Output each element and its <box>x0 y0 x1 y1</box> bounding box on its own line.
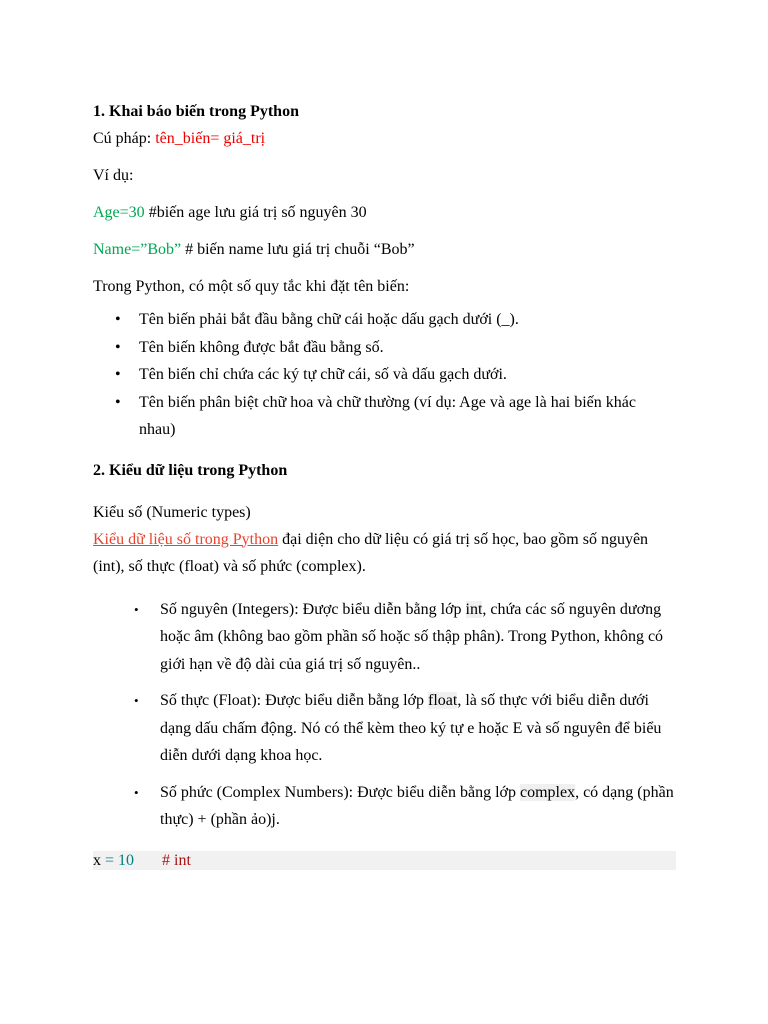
numeric-intro: Kiểu dữ liệu số trong Python đại diện cho dữ liệu có giá trị số học, bao gồm số nguyên (int), số thực (float) và số phức (complex). <box>93 530 649 575</box>
bullet-icon: • <box>134 693 139 708</box>
section-2-heading: 2. Kiểu dữ liệu trong Python <box>93 461 288 479</box>
example-1 <box>93 199 676 226</box>
list-item: • Số nguyên (Integers): Được biểu diễn bằng lớp int, chứa các số nguyên dương hoặc âm (không bao gồm phần số hoặc số thập phân). Trong Python, không có giới hạn về độ dài của giá trị số nguyên.. <box>93 596 676 679</box>
example-1-comment: #biến age lưu giá trị số nguyên 30 <box>144 204 367 221</box>
numeric-types-list <box>93 596 676 834</box>
code-block <box>93 851 676 870</box>
syntax-line <box>93 125 676 152</box>
inline-code: complex <box>519 783 576 801</box>
syntax-prefix: Cú pháp: <box>93 130 156 147</box>
rules-intro: Trong Python, có một số quy tắc khi đặt tên biến: <box>93 278 410 295</box>
bullet-icon: • <box>115 338 121 356</box>
bullet-icon: • <box>134 784 139 800</box>
bullet-icon: • <box>115 311 121 328</box>
document-page <box>93 98 676 870</box>
list-item: • Tên biến chỉ chứa các ký tự chữ cái, số và dấu gạch dưới. <box>93 361 676 389</box>
list-item: • Tên biến phân biệt chữ hoa và chữ thường (ví dụ: Age và age là hai biến khác nhau) <box>93 389 676 444</box>
code-variable: x <box>93 851 101 869</box>
inline-code: int <box>465 600 483 618</box>
bullet-icon: • <box>134 601 139 617</box>
code-number: 10 <box>118 851 135 869</box>
code-operator: = <box>101 851 119 869</box>
list-item: • Tên biến không được bắt đầu bằng số. <box>93 334 676 362</box>
example-label: Ví dụ: <box>93 167 134 184</box>
example-2 <box>93 236 676 263</box>
example-2-comment: # biến name lưu giá trị chuỗi “Bob” <box>181 241 415 258</box>
example-1-code: Age=30 <box>93 204 145 221</box>
bullet-icon: • <box>115 366 121 383</box>
example-2-code: Name=”Bob” <box>93 241 182 258</box>
numeric-types-link[interactable]: Kiểu dữ liệu số trong Python <box>93 530 279 548</box>
inline-code: float <box>428 692 458 709</box>
list-item: • Số thực (Float): Được biểu diễn bằng lớp float, là số thực với biểu diễn dưới dạng dấu chấm động. Nó có thể kèm theo ký tự e hoặc E và số nguyên để biểu diễn dưới dạng khoa học. <box>93 687 676 770</box>
bullet-icon: • <box>115 393 121 411</box>
list-item: • Tên biến phải bắt đầu bằng chữ cái hoặc dấu gạch dưới (_). <box>93 306 676 334</box>
code-comment: # int <box>162 851 191 869</box>
section-1-heading: 1. Khai báo biến trong Python <box>93 103 299 120</box>
list-item: • Số phức (Complex Numbers): Được biểu diễn bằng lớp complex, có dạng (phần thực) + (phần ảo)j. <box>93 779 676 834</box>
syntax-value: tên_biến= giá_trị <box>155 130 266 147</box>
numeric-types-subheading: Kiểu số (Numeric types) <box>93 503 251 521</box>
rules-list <box>93 306 676 444</box>
